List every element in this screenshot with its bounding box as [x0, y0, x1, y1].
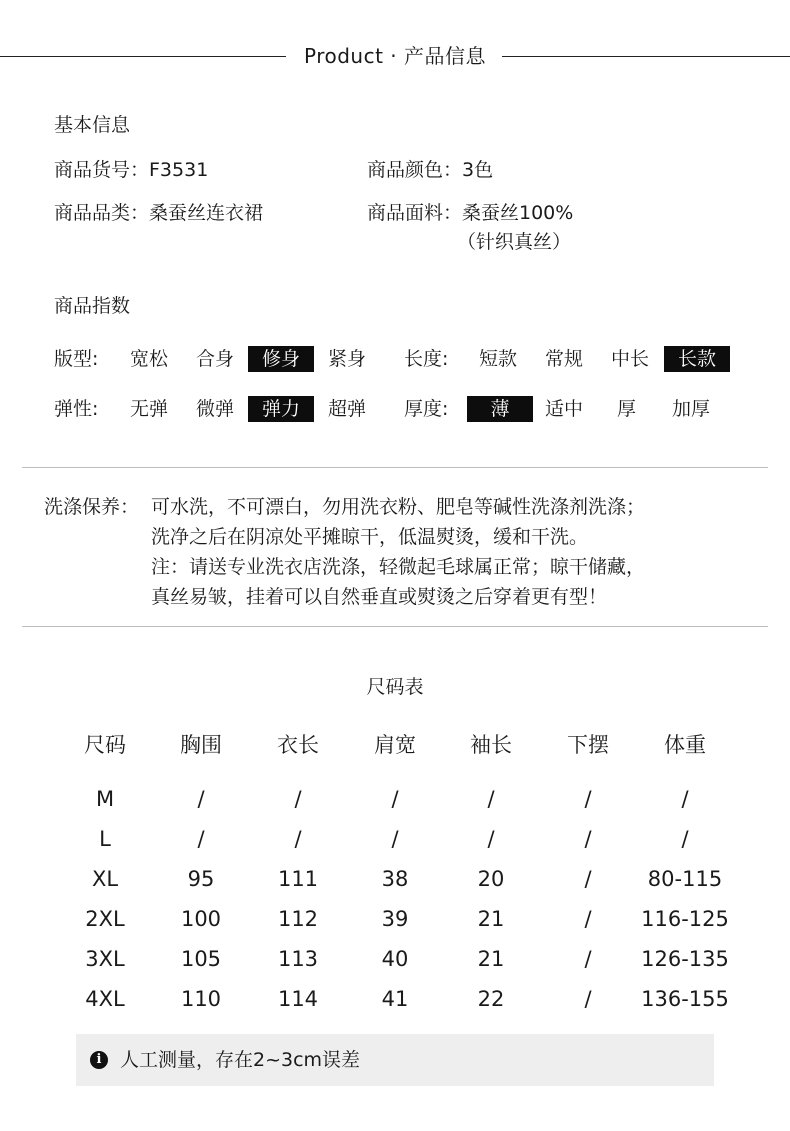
table-cell: 41 — [381, 987, 409, 1011]
length-option-regular: 常规 — [545, 348, 584, 370]
table-row — [0, 985, 790, 1025]
info-icon: i — [90, 1051, 108, 1069]
care-line-2: 洗净之后在阴凉处平摊晾干，低温熨烫，缓和干洗。 — [151, 526, 589, 548]
header-bust: 胸围 — [180, 733, 222, 757]
fit-option-regular: 合身 — [196, 348, 235, 370]
header-hem: 下摆 — [567, 733, 609, 757]
fit-option-loose: 宽松 — [130, 348, 169, 370]
table-cell: / — [584, 827, 592, 851]
table-cell: 3XL — [85, 947, 125, 971]
table-cell: / — [584, 987, 592, 1011]
table-cell: 22 — [477, 987, 505, 1011]
table-cell: 112 — [277, 907, 319, 931]
page-title: Product · 产品信息 — [0, 42, 790, 70]
table-cell: 114 — [277, 987, 319, 1011]
product-color: 商品颜色：3色 — [367, 159, 494, 181]
table-cell: M — [95, 787, 115, 811]
table-cell: / — [584, 947, 592, 971]
table-row — [0, 865, 790, 905]
product-index-heading: 商品指数 — [54, 295, 131, 317]
header-sleeve: 袖长 — [470, 733, 512, 757]
fit-option-tight: 紧身 — [328, 348, 367, 370]
table-cell: 20 — [477, 867, 505, 891]
table-cell: 136-155 — [641, 987, 729, 1011]
table-cell: / — [681, 827, 689, 851]
thickness-option-thin-selected: 薄 — [467, 396, 533, 422]
table-cell: L — [99, 827, 111, 851]
thickness-option-medium: 适中 — [545, 398, 584, 420]
elasticity-option-slight: 微弹 — [196, 398, 235, 420]
item-number: 商品货号：F3531 — [54, 159, 209, 181]
elasticity-label: 弹性: — [54, 398, 99, 420]
table-cell: 100 — [180, 907, 222, 931]
care-line-3: 注：请送专业洗衣店洗涤，轻微起毛球属正常；晾干储藏， — [151, 556, 646, 578]
thickness-option-extra-thick: 加厚 — [672, 398, 711, 420]
table-row — [0, 945, 790, 985]
care-line-4: 真丝易皱，挂着可以自然垂直或熨烫之后穿着更有型！ — [151, 586, 608, 608]
care-line-1: 可水洗，不可漂白，勿用洗衣粉、肥皂等碱性洗涤剂洗涤； — [151, 496, 646, 518]
table-cell: 80-115 — [647, 867, 723, 891]
table-cell: / — [197, 827, 205, 851]
table-cell: / — [681, 787, 689, 811]
header-shoulder: 肩宽 — [374, 733, 416, 757]
elasticity-option-super: 超弹 — [328, 398, 367, 420]
table-cell: / — [584, 787, 592, 811]
length-option-long-selected: 长款 — [664, 346, 730, 372]
table-cell: 95 — [187, 867, 215, 891]
table-cell: 113 — [277, 947, 319, 971]
elasticity-option-none: 无弹 — [130, 398, 169, 420]
table-cell: 105 — [180, 947, 222, 971]
measurement-note-text: 人工测量，存在2~3cm误差 — [120, 1049, 361, 1071]
table-cell: 39 — [381, 907, 409, 931]
table-cell: 38 — [381, 867, 409, 891]
table-cell: 111 — [277, 867, 319, 891]
table-cell: / — [294, 827, 302, 851]
table-cell: 4XL — [85, 987, 125, 1011]
divider-top — [22, 467, 768, 468]
table-cell: / — [487, 787, 495, 811]
size-table-title: 尺码表 — [366, 676, 424, 698]
length-option-medium: 中长 — [611, 348, 650, 370]
measurement-note — [76, 1034, 714, 1086]
table-cell: 116-125 — [641, 907, 729, 931]
table-cell: XL — [91, 867, 119, 891]
table-cell: / — [197, 787, 205, 811]
table-row — [0, 785, 790, 825]
thickness-option-thick: 厚 — [617, 398, 637, 420]
table-cell: 21 — [477, 907, 505, 931]
table-cell: / — [584, 907, 592, 931]
product-category: 商品品类：桑蚕丝连衣裙 — [54, 202, 264, 224]
product-fabric: 商品面料：桑蚕丝100% — [367, 202, 574, 224]
table-cell: / — [391, 787, 399, 811]
length-label: 长度: — [404, 348, 449, 370]
product-fabric-note: （针织真丝） — [457, 231, 572, 253]
fit-option-slim-selected: 修身 — [248, 346, 314, 372]
table-cell: / — [487, 827, 495, 851]
care-label: 洗涤保养： — [44, 496, 140, 518]
table-cell: / — [584, 867, 592, 891]
table-cell: 40 — [381, 947, 409, 971]
basic-info-heading: 基本信息 — [54, 114, 131, 136]
elasticity-option-stretch-selected: 弹力 — [248, 396, 314, 422]
header-weight: 体重 — [664, 733, 706, 757]
fit-label: 版型: — [54, 348, 99, 370]
header-size: 尺码 — [84, 733, 126, 757]
thickness-label: 厚度: — [404, 398, 449, 420]
table-row — [0, 905, 790, 945]
header-length: 衣长 — [277, 733, 319, 757]
table-cell: 126-135 — [641, 947, 729, 971]
divider-bottom — [22, 626, 768, 627]
table-cell: 2XL — [85, 907, 125, 931]
table-row — [0, 825, 790, 865]
table-cell: / — [294, 787, 302, 811]
length-option-short: 短款 — [479, 348, 518, 370]
table-cell: / — [391, 827, 399, 851]
table-cell: 21 — [477, 947, 505, 971]
table-cell: 110 — [180, 987, 222, 1011]
